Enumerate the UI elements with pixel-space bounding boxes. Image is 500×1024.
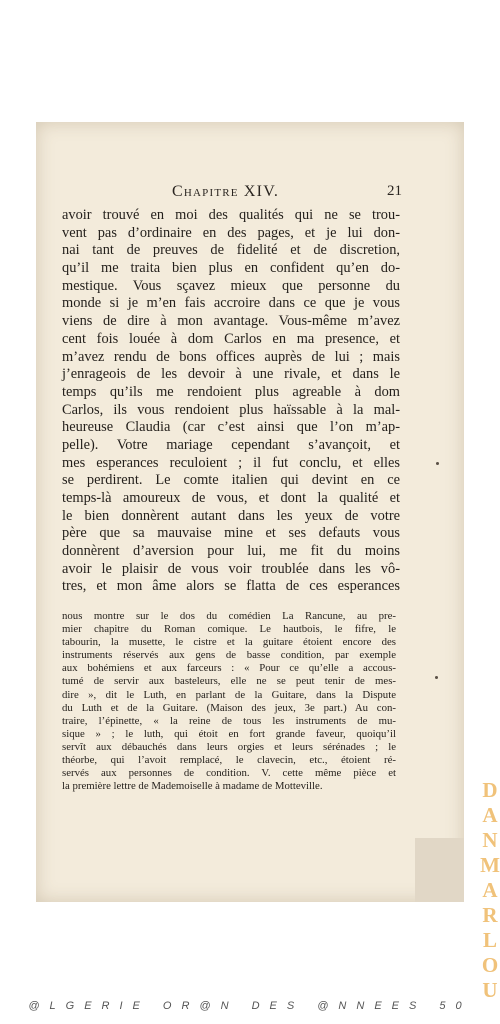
text-line: mestique. Vous sçavez mieux que personne du: [62, 277, 400, 294]
footnote-line: servés aux personnes de condition. V. cette même pièce et: [62, 767, 396, 780]
text-line: j’enrageois de les devoir à une rivale, et dans le: [62, 366, 400, 383]
text-line: pelle). Votre mariage cependant s’avançoit, et: [62, 436, 400, 453]
footnote-line: théorbe, qui l’avoit remplacé, le clavecin, etc., étoient ré-: [62, 754, 396, 767]
text-line: nai tant de preuves de fidelité et de discretion,: [62, 242, 400, 259]
text-line: temps qu’ils me rendoient plus agreable à dom: [62, 383, 400, 400]
watermark-letter: O: [481, 953, 499, 977]
watermark-letter: A: [482, 803, 498, 827]
page-edge-shadow: [415, 838, 464, 902]
text-line: se perdirent. Le comte italien qui devint en ce: [62, 472, 400, 489]
text-line: donnèrent d’aversion pour lui, me fit du moins: [62, 543, 400, 560]
text-line: avoir trouvé en moi des qualités qui ne se trou-: [62, 207, 400, 223]
text-line: père que sa mauvaise mine et ses defauts vous: [62, 525, 400, 542]
text-line: mes esperances reculoient ; il fut conclu, et elles: [62, 454, 400, 471]
footnote-line: aux bohémiens et aux farceurs : « Pour ce qu’elle a accous-: [62, 662, 396, 675]
watermark-letter: R: [482, 903, 498, 927]
watermark-letter: D: [482, 778, 498, 802]
running-head: [72, 183, 402, 205]
text-line: viens de dire à mon avantage. Vous-même m’avez: [62, 313, 400, 330]
text-line: monde si je m’en fais accroire dans ce que je vous: [62, 295, 400, 312]
text-line: heureuse Claudia (car c’est ainsi que l’on m’ap-: [62, 419, 400, 436]
footnote-line: sique » ; le luth, qui étoit en fort grande faveur, quoiqu’il: [62, 727, 396, 740]
footnote-line: du Luth et de la Guitare. (Maison des jeux, 3e part.) Au con-: [62, 701, 396, 714]
watermark-letter: U: [482, 978, 498, 1002]
footnote-line: dire », dit le Luth, en parlant de la Guitare, dans la Dispute: [62, 688, 396, 701]
text-line: tres, et mon âme alors se flatta de ces esperances: [62, 578, 400, 595]
watermark-letter: A: [482, 878, 498, 902]
footnote-line: tabourin, la musette, le cistre et la guitare étoient encore des: [62, 636, 396, 649]
page-number: 21: [387, 183, 402, 199]
bottom-watermark: @LGERIE OR@N DES @NNEES 50: [28, 1000, 472, 1012]
chapter-heading: Chapitre XIV.: [172, 183, 280, 200]
text-line: m’avez rendu de bons offices auprès de lui ; mais: [62, 348, 400, 365]
text-line: vent pas d’ordinaire en des pages, et je lui don-: [62, 224, 400, 241]
footnote-line: la première lettre de Mademoiselle à madame de Motteville.: [62, 780, 323, 793]
watermark-letter: L: [482, 928, 497, 952]
footnote-line: instruments réservés aux gens de basse condition, par exemple: [62, 649, 396, 662]
footnote-line: servît aux débauchés dans leurs orgies et leurs sérénades ; le: [62, 740, 396, 753]
body-text: [62, 207, 400, 596]
text-line: avoir le plaisir de vous voir troublée dans les vô-: [62, 560, 400, 577]
text-line: le bien donnèrent autant dans les yeux de votre: [62, 507, 400, 524]
text-line: Carlos, ils vous rendoient plus haïssable à la mal-: [62, 401, 400, 418]
side-watermark: [479, 778, 500, 1003]
text-line: cent fois louée à dom Carlos en ma presence, et: [62, 330, 400, 347]
ink-speck: [435, 676, 438, 679]
footnote-line: nous montre sur le dos du comédien La Rancune, au pre-: [62, 610, 396, 622]
footnote-line: mier chapitre du Roman comique. Le hautbois, le fifre, le: [62, 623, 396, 636]
text-line: qu’il me traita bien plus en confident qu’en do-: [62, 260, 400, 277]
footnote-line: traire, l’épinette, « la reine de tous les instruments de mu-: [62, 714, 396, 727]
footnote: [62, 610, 396, 793]
footnote-line: tumé de servir aux basteleurs, elle ne se peut tenir de mes-: [62, 675, 396, 688]
text-line: temps-là amoureux de vous, et dont la qualité et: [62, 490, 400, 506]
watermark-letter: M: [480, 853, 500, 877]
watermark-letter: N: [482, 828, 498, 852]
ink-speck: [436, 462, 439, 465]
